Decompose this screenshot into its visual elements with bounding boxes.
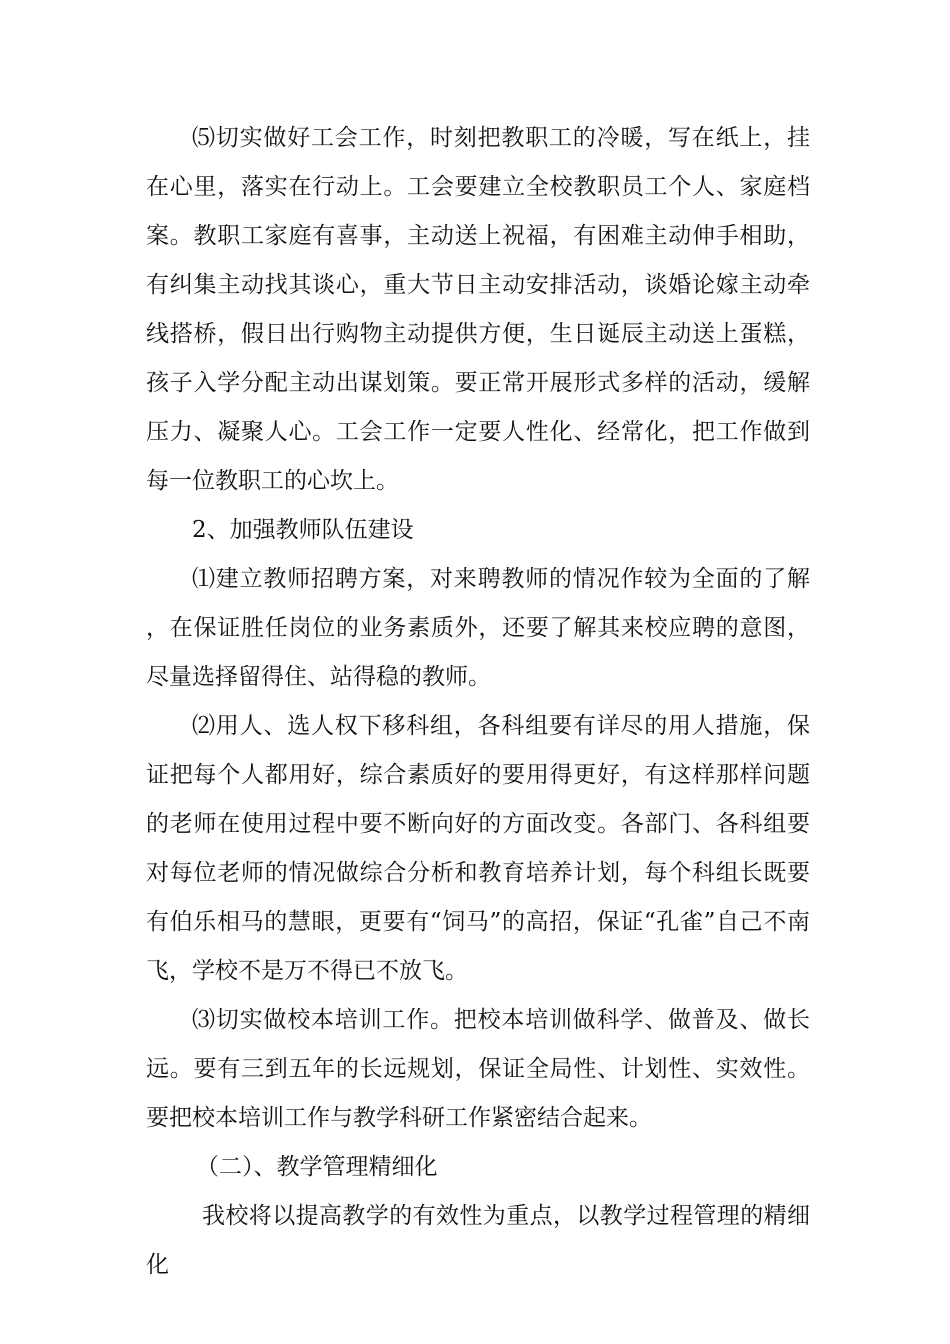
paragraph-recruitment: ⑴建立教师招聘方案，对来聘教师的情况作较为全面的了解，在保证胜任岗位的业务素质外，还要了解其来校应聘的意图，尽量选择留得住、站得稳的教师。 [146,566,810,690]
paragraph-union-work: ⑸切实做好工会工作，时刻把教职工的冷暖，写在纸上，挂在心里，落实在行动上。工会要建立全校教职员工个人、家庭档案。教职工家庭有喜事，主动送上祝福，有困难主动伸手相助，有纠集主动找其谈心，重大节日主动安排活动，谈婚论嫁主动牵线搭桥，假日出行购物主动提供方便，生日诞辰主动送上蛋糕，孩子入学分配主动出谋划策。要正常开展形式多样的活动，缓解压力、凝聚人心。工会工作一定要人性化、经常化，把工作做到每一位教职工的心坎上。 [146,125,810,494]
document-body [146,114,810,1290]
paragraph-staffing: ⑵用人、选人权下移科组，各科组要有详尽的用人措施，保证把每个人都用好，综合素质好的要用得更好，有这样那样问题的老师在使用过程中要不断向好的方面改变。各部门、各科组要对每位老师的情况做综合分析和教育培养计划，每个科组长既要有伯乐相马的慧眼，更要有“饲马”的高招，保证“孔雀”自己不南飞，学校不是万不得已不放飞。 [146,713,810,984]
section-heading-teacher-team: 2、加强教师队伍建设 [192,517,414,543]
paragraph-school-training: ⑶切实做校本培训工作。把校本培训做科学、做普及、做长远。要有三到五年的长远规划，保证全局性、计划性、实效性。要把校本培训工作与教学科研工作紧密结合起来。 [146,1007,810,1131]
section-heading-teaching-management: （二）、教学管理精细化 [196,1154,438,1180]
paragraph-teaching-effectiveness: 我校将以提高教学的有效性为重点，以教学过程管理的精细化 [146,1203,810,1278]
